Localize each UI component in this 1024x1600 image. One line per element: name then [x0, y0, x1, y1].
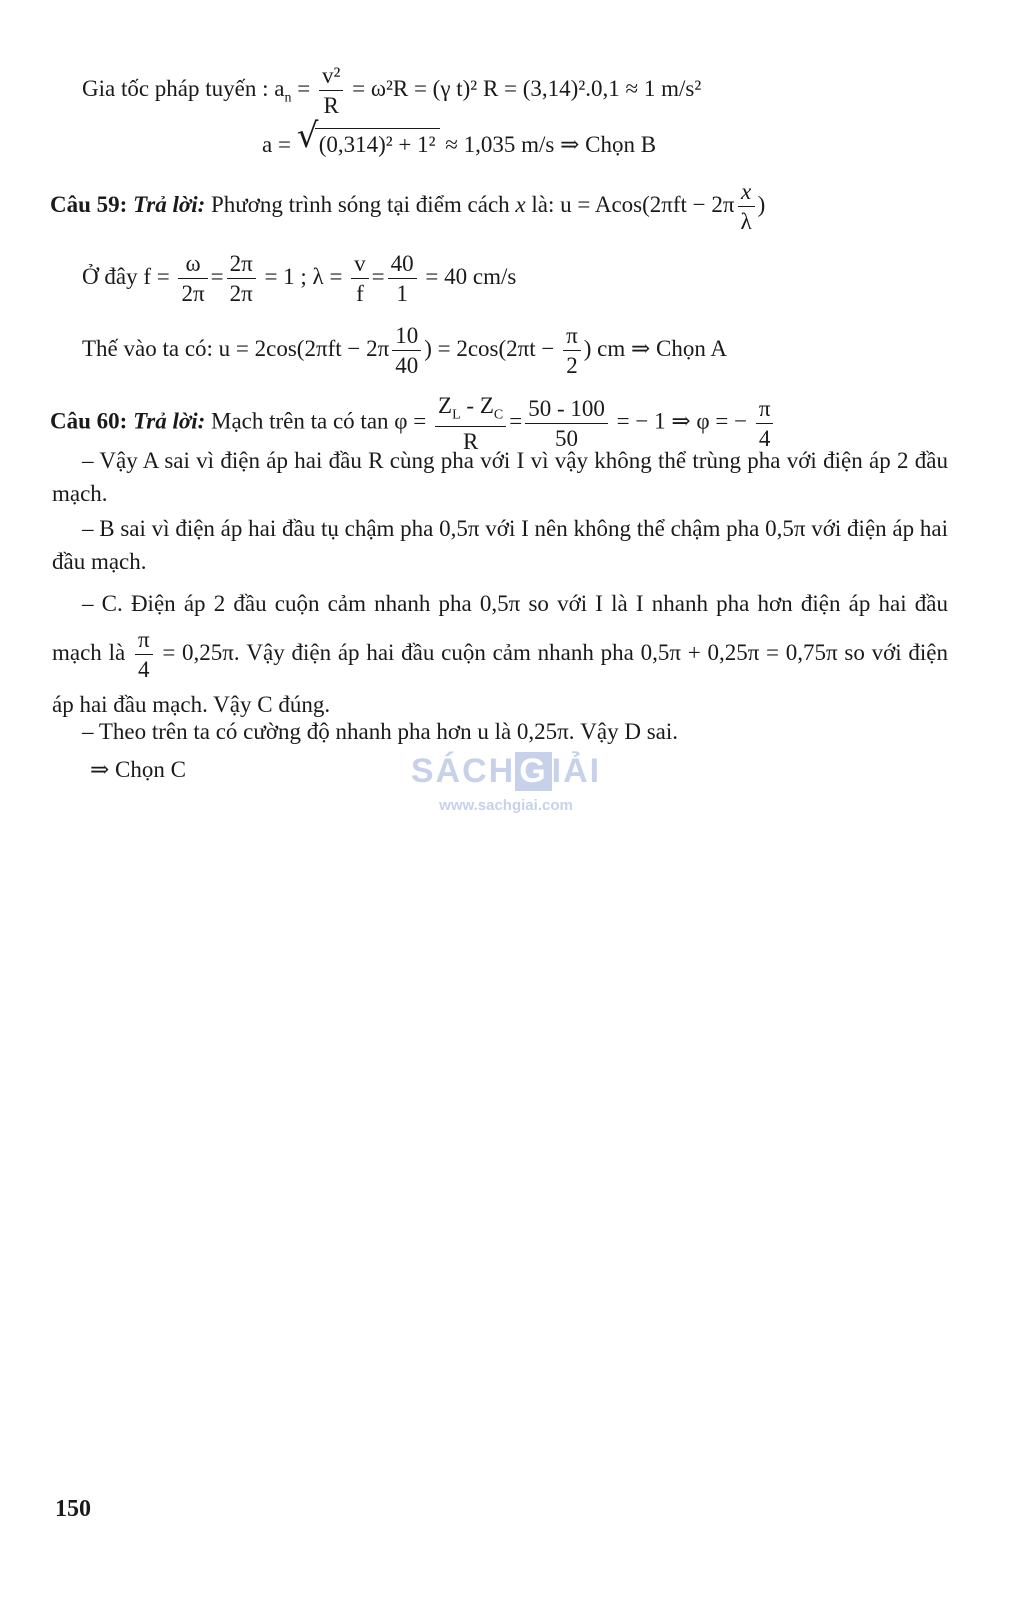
accel-total-result: ≈ 1,035 m/s ⇒ Chọn B	[445, 132, 657, 157]
wm-box: G	[515, 752, 551, 791]
frac-den: λ	[740, 209, 752, 234]
frac-den: 50	[555, 425, 579, 451]
eq-sign: =	[509, 408, 523, 434]
pi-over-4-fraction	[756, 397, 774, 450]
frac-den: 2π	[229, 281, 253, 306]
frac-num: ω	[178, 252, 207, 279]
frac-num: v	[351, 252, 369, 279]
eq-sign: =	[371, 263, 385, 289]
accel-total-label: a =	[262, 132, 291, 157]
phi-result-text: = − 1 ⇒ φ = −	[616, 408, 748, 434]
q60-paragraph-b	[52, 512, 948, 578]
frac-num: 2π	[227, 252, 256, 279]
frac-num: 40	[388, 252, 417, 279]
substitution-result: ) cm ⇒ Chọn A	[583, 335, 727, 361]
q60-answer-label: Trả lời:	[133, 408, 206, 434]
frac-num: $Z_L - Z_C$	[435, 394, 506, 427]
frac-num: π	[756, 397, 774, 424]
sqrt-expression	[296, 116, 440, 159]
q60-paragraph-d	[82, 718, 678, 746]
frac-num: π	[135, 628, 153, 655]
q59-substitution-line	[82, 324, 727, 377]
accel-rest: = ω²R = (γ t)² R = (3,14)².0,1 ≈ 1 m/s²	[352, 75, 702, 101]
q60-p3a-text: – C. Điện áp 2 đầu cuộn cảm nhanh pha 0,5π so với I là I nhanh pha hơn điện áp hai đầu mạch là	[52, 591, 948, 665]
frac-den: 2	[566, 353, 578, 378]
2pi-over-2pi-fraction	[227, 252, 256, 305]
accel-total-line	[262, 116, 657, 159]
frac-num: 10	[392, 324, 421, 351]
q59-text2: là: u = Acos(2πft − 2π	[525, 191, 735, 217]
frac-den: 1	[396, 281, 408, 306]
sqrt-icon: √	[296, 116, 319, 156]
frac-num: 50 - 100	[525, 397, 608, 424]
50-100-over-50-fraction	[525, 397, 608, 450]
frac-den: f	[356, 281, 364, 306]
frac-den: 2π	[181, 281, 205, 306]
eq-sign: =	[291, 75, 316, 101]
close-paren: )	[757, 191, 766, 217]
frac-num: x	[738, 180, 755, 207]
wm-right: IẢI	[551, 752, 602, 790]
q59-x: x	[515, 191, 526, 217]
omega-over-2pi-fraction	[178, 252, 207, 305]
substitution-mid: ) = 2cos(2πt −	[424, 335, 555, 361]
page-number: 150	[55, 1496, 91, 1522]
accel-sub: n	[284, 90, 292, 106]
wm-left: SÁCH	[410, 752, 516, 790]
watermark	[406, 752, 606, 814]
x-over-lambda-fraction	[738, 180, 755, 233]
accel-normal-line	[82, 64, 701, 117]
q59-heading	[50, 180, 765, 233]
q59-text: Phương trình sóng tại điểm cách	[211, 191, 516, 217]
40-over-1-fraction	[388, 252, 417, 305]
frac-den: 4	[138, 657, 150, 682]
q60-p4-text: – Theo trên ta có cường độ nhanh pha hơn u là 0,25π. Vậy D sai.	[82, 719, 679, 744]
eq-sign: =	[210, 263, 224, 289]
frac-num: v²	[319, 64, 343, 91]
lambda-label: = 1 ; λ =	[264, 263, 343, 289]
q60-conclusion	[90, 756, 186, 784]
pi-over-4-inline-fraction	[135, 628, 153, 681]
10-over-40-fraction	[392, 324, 421, 377]
q60-p3b-text: = 0,25π. Vậy điện áp hai đầu cuộn cảm nhanh pha 0,5π + 0,25π = 0,75π so với điện áp hai đầu mạch. Vậy C đúng.	[52, 639, 949, 717]
q60-paragraph-a	[52, 444, 948, 510]
v2-over-r-fraction	[319, 64, 343, 117]
q59-frequency-line	[82, 252, 516, 305]
sqrt-radicand: (0,314)² + 1²	[315, 128, 440, 159]
frac-den: R	[323, 93, 339, 118]
lambda-result: = 40 cm/s	[425, 263, 517, 289]
watermark-url: www.sachgiai.com	[439, 797, 573, 814]
q60-p2-text: – B sai vì điện áp hai đầu tụ chậm pha 0,5π với I nên không thể chậm pha 0,5π với điện áp hai đầu mạch.	[52, 516, 948, 574]
q60-p1-text: – Vậy A sai vì điện áp hai đầu R cùng pha với I vì vậy không thể trùng pha với điện áp 2 đầu mạch.	[52, 448, 948, 506]
frequency-label: Ở đây f =	[82, 263, 170, 289]
accel-label: Gia tốc pháp tuyến : a	[82, 75, 285, 101]
q60-paragraph-c	[52, 580, 948, 729]
q59-answer-label: Trả lời:	[133, 191, 206, 217]
q60-text: Mạch trên ta có tan φ =	[211, 408, 427, 434]
q60-label: Câu 60:	[50, 408, 128, 434]
frac-den: 4	[758, 425, 771, 451]
q59-label: Câu 59:	[50, 191, 128, 217]
frac-den: R	[462, 428, 479, 454]
pi-over-2-fraction	[563, 324, 581, 377]
substitution-text: Thế vào ta có: u = 2cos(2πft − 2π	[82, 335, 390, 361]
watermark-logo	[406, 752, 606, 791]
frac-num: π	[563, 324, 581, 351]
frac-den: 40	[395, 353, 419, 378]
v-over-f-fraction	[351, 252, 369, 305]
q60-choose-c: ⇒ Chọn C	[90, 757, 186, 782]
